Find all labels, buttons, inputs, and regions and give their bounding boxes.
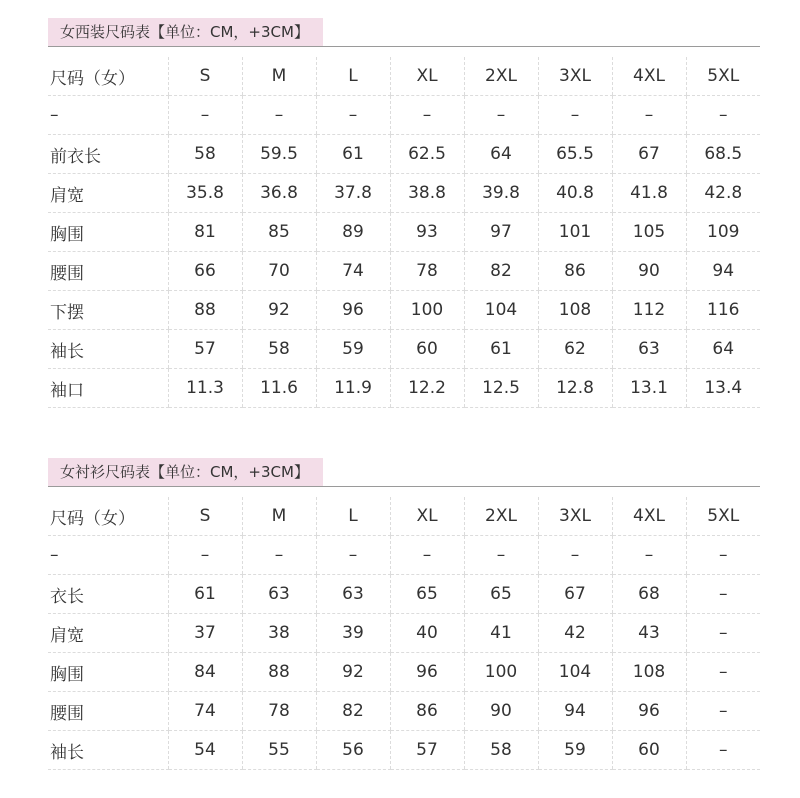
value-cell: 42 [538, 614, 612, 653]
value-cell: 61 [316, 135, 390, 174]
size-header-cell: M [242, 57, 316, 96]
row-label-cell: 袖口 [48, 369, 168, 408]
shirt-size-table [48, 497, 760, 770]
table-row [48, 213, 760, 252]
value-cell: 41 [464, 614, 538, 653]
value-cell: 104 [464, 291, 538, 330]
value-cell: 101 [538, 213, 612, 252]
value-cell: 40.8 [538, 174, 612, 213]
shirt-size-table-title: 女衬衫尺码表【单位：CM，+3CM】 [48, 458, 323, 486]
value-cell: – [686, 692, 760, 731]
header-label-cell: 尺码（女） [48, 57, 168, 96]
size-header-cell: 4XL [612, 497, 686, 536]
size-header-cell: L [316, 497, 390, 536]
row-label-cell: 腰围 [48, 252, 168, 291]
value-cell: 100 [390, 291, 464, 330]
row-label-cell: 腰围 [48, 692, 168, 731]
row-label-cell: 前衣长 [48, 135, 168, 174]
size-header-cell: 5XL [686, 57, 760, 96]
value-cell: – [686, 536, 760, 575]
value-cell: 58 [168, 135, 242, 174]
value-cell: 63 [242, 575, 316, 614]
value-cell: 64 [464, 135, 538, 174]
value-cell: – [242, 96, 316, 135]
size-header-cell: 3XL [538, 497, 612, 536]
value-cell: 59.5 [242, 135, 316, 174]
value-cell: 82 [316, 692, 390, 731]
value-cell: – [316, 96, 390, 135]
value-cell: – [686, 575, 760, 614]
value-cell: 68.5 [686, 135, 760, 174]
value-cell: 62.5 [390, 135, 464, 174]
size-header-cell: 3XL [538, 57, 612, 96]
value-cell: – [464, 536, 538, 575]
value-cell: 57 [390, 731, 464, 770]
size-header-cell: L [316, 57, 390, 96]
value-cell: 41.8 [612, 174, 686, 213]
value-cell: 86 [390, 692, 464, 731]
table-row [48, 614, 760, 653]
table-row [48, 575, 760, 614]
value-cell: 43 [612, 614, 686, 653]
value-cell: 61 [464, 330, 538, 369]
value-cell: 61 [168, 575, 242, 614]
value-cell: 60 [390, 330, 464, 369]
value-cell: 59 [538, 731, 612, 770]
value-cell: 109 [686, 213, 760, 252]
value-cell: – [390, 96, 464, 135]
value-cell: 94 [686, 252, 760, 291]
value-cell: – [686, 731, 760, 770]
value-cell: 96 [390, 653, 464, 692]
value-cell: 78 [242, 692, 316, 731]
value-cell: 65 [390, 575, 464, 614]
value-cell: 37 [168, 614, 242, 653]
size-header-cell: S [168, 57, 242, 96]
row-label-cell: 肩宽 [48, 174, 168, 213]
value-cell: 67 [612, 135, 686, 174]
value-cell: 12.8 [538, 369, 612, 408]
value-cell: 85 [242, 213, 316, 252]
value-cell: 37.8 [316, 174, 390, 213]
value-cell: 58 [242, 330, 316, 369]
size-header-cell: XL [390, 57, 464, 96]
size-header-cell: XL [390, 497, 464, 536]
table-row [48, 692, 760, 731]
value-cell: – [612, 96, 686, 135]
value-cell: 92 [242, 291, 316, 330]
suit-size-table-title: 女西装尺码表【单位：CM，+3CM】 [48, 18, 323, 46]
header-row [48, 497, 760, 536]
value-cell: 36.8 [242, 174, 316, 213]
header-row [48, 57, 760, 96]
value-cell: 90 [464, 692, 538, 731]
table-row [48, 330, 760, 369]
value-cell: 108 [612, 653, 686, 692]
value-cell: 68 [612, 575, 686, 614]
suit-size-table [48, 57, 760, 408]
value-cell: 96 [612, 692, 686, 731]
row-label-cell: 肩宽 [48, 614, 168, 653]
value-cell: 89 [316, 213, 390, 252]
value-cell: – [612, 536, 686, 575]
value-cell: – [686, 653, 760, 692]
table-row [48, 653, 760, 692]
value-cell: 11.6 [242, 369, 316, 408]
suit-size-section [48, 18, 760, 408]
value-cell: 12.5 [464, 369, 538, 408]
table-row [48, 291, 760, 330]
value-cell: 60 [612, 731, 686, 770]
value-cell: – [538, 536, 612, 575]
size-header-cell: 2XL [464, 57, 538, 96]
value-cell: 39.8 [464, 174, 538, 213]
value-cell: 84 [168, 653, 242, 692]
table-row [48, 731, 760, 770]
row-label-cell: 胸围 [48, 653, 168, 692]
value-cell: 66 [168, 252, 242, 291]
value-cell: – [538, 96, 612, 135]
value-cell: 56 [316, 731, 390, 770]
value-cell: 86 [538, 252, 612, 291]
value-cell: – [686, 96, 760, 135]
value-cell: 74 [316, 252, 390, 291]
value-cell: 96 [316, 291, 390, 330]
value-cell: 42.8 [686, 174, 760, 213]
value-cell: 38.8 [390, 174, 464, 213]
table-row [48, 174, 760, 213]
value-cell: 55 [242, 731, 316, 770]
value-cell: 112 [612, 291, 686, 330]
value-cell: 40 [390, 614, 464, 653]
row-label-cell: – [48, 536, 168, 575]
value-cell: 81 [168, 213, 242, 252]
value-cell: 12.2 [390, 369, 464, 408]
suit-title-bar [48, 18, 760, 47]
value-cell: – [686, 614, 760, 653]
shirt-size-section [48, 458, 760, 770]
shirt-title-bar [48, 458, 760, 487]
value-cell: 100 [464, 653, 538, 692]
value-cell: 57 [168, 330, 242, 369]
value-cell: – [242, 536, 316, 575]
size-header-cell: 5XL [686, 497, 760, 536]
value-cell: 13.4 [686, 369, 760, 408]
value-cell: 94 [538, 692, 612, 731]
shirt-size-table-body [48, 497, 760, 770]
value-cell: 11.3 [168, 369, 242, 408]
value-cell: – [464, 96, 538, 135]
row-label-cell: 胸围 [48, 213, 168, 252]
value-cell: 38 [242, 614, 316, 653]
value-cell: 97 [464, 213, 538, 252]
table-row [48, 135, 760, 174]
value-cell: 62 [538, 330, 612, 369]
header-label-cell: 尺码（女） [48, 497, 168, 536]
row-label-cell: 袖长 [48, 731, 168, 770]
table-row [48, 96, 760, 135]
value-cell: 82 [464, 252, 538, 291]
value-cell: 11.9 [316, 369, 390, 408]
value-cell: 116 [686, 291, 760, 330]
value-cell: – [316, 536, 390, 575]
value-cell: 104 [538, 653, 612, 692]
value-cell: 65 [464, 575, 538, 614]
value-cell: 59 [316, 330, 390, 369]
table-row [48, 369, 760, 408]
table-row [48, 536, 760, 575]
value-cell: 39 [316, 614, 390, 653]
size-header-cell: M [242, 497, 316, 536]
suit-size-table-body [48, 57, 760, 408]
value-cell: – [168, 96, 242, 135]
value-cell: 90 [612, 252, 686, 291]
value-cell: 64 [686, 330, 760, 369]
table-row [48, 252, 760, 291]
value-cell: – [390, 536, 464, 575]
value-cell: 78 [390, 252, 464, 291]
value-cell: 13.1 [612, 369, 686, 408]
size-header-cell: S [168, 497, 242, 536]
row-label-cell: 袖长 [48, 330, 168, 369]
value-cell: 35.8 [168, 174, 242, 213]
value-cell: 74 [168, 692, 242, 731]
row-label-cell: 衣长 [48, 575, 168, 614]
row-label-cell: 下摆 [48, 291, 168, 330]
row-label-cell: – [48, 96, 168, 135]
value-cell: 65.5 [538, 135, 612, 174]
value-cell: 92 [316, 653, 390, 692]
value-cell: 58 [464, 731, 538, 770]
value-cell: 54 [168, 731, 242, 770]
value-cell: 63 [612, 330, 686, 369]
value-cell: 63 [316, 575, 390, 614]
value-cell: – [168, 536, 242, 575]
value-cell: 70 [242, 252, 316, 291]
value-cell: 93 [390, 213, 464, 252]
value-cell: 108 [538, 291, 612, 330]
size-header-cell: 4XL [612, 57, 686, 96]
value-cell: 67 [538, 575, 612, 614]
value-cell: 105 [612, 213, 686, 252]
value-cell: 88 [242, 653, 316, 692]
value-cell: 88 [168, 291, 242, 330]
size-header-cell: 2XL [464, 497, 538, 536]
